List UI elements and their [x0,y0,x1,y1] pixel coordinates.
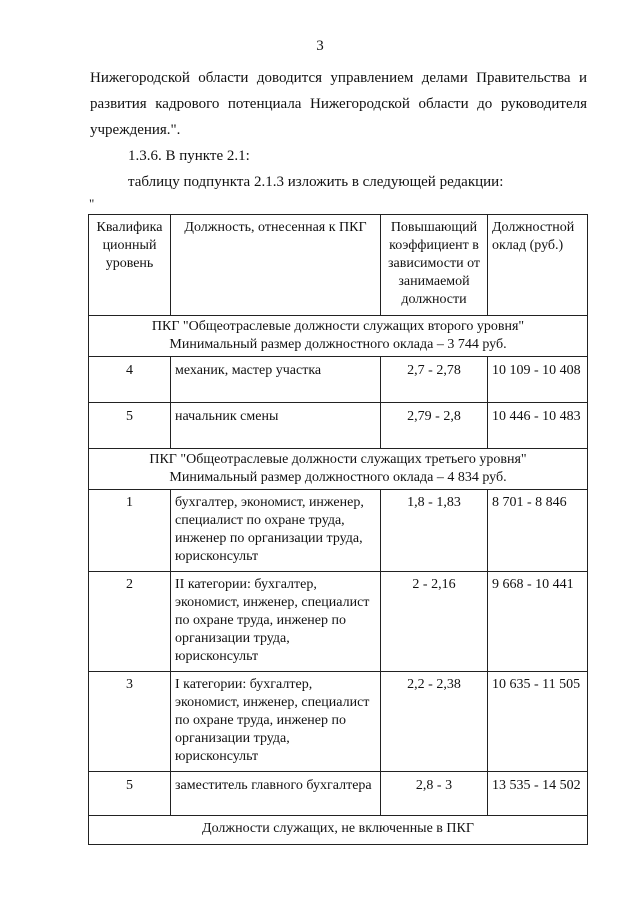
group-subtitle: Минимальный размер должностного оклада – 3 744 руб. [169,337,507,352]
table-row [89,403,588,449]
cell-level: 1 [89,490,171,572]
group-header-row [89,816,588,845]
table-row [89,572,588,672]
cell-coefficient: 2,8 - 3 [381,772,488,816]
header-coefficient: Повышающий коэффициент в зависимости от занимаемой должности [381,215,488,316]
group-header [89,316,588,357]
cell-coefficient: 2,2 - 2,38 [381,672,488,772]
cell-level: 3 [89,672,171,772]
cell-salary: 8 701 - 8 846 [488,490,588,572]
clause-heading: 1.3.6. В пункте 2.1: [128,148,250,164]
cell-position: II категории: бухгалтер, экономист, инженер, специалист по охране труда, инженер по организации труда, юрисконсульт [171,572,381,672]
cell-position: I категории: бухгалтер, экономист, инженер, специалист по охране труда, инженер по организации труда, юрисконсульт [171,672,381,772]
text-line: развития кадрового потенциала Нижегородской области до руководителя [90,96,587,112]
clause-instruction: таблицу подпункта 2.1.3 изложить в следующей редакции: [128,174,504,190]
group-header-row [89,316,588,357]
header-level: Квалифика ционный уровень [89,215,171,316]
text-line: учреждения.". [90,122,181,138]
text-line: Нижегородской области доводится управлением делами Правительства и [90,70,587,86]
cell-salary: 13 535 - 14 502 [488,772,588,816]
cell-level: 5 [89,772,171,816]
cell-coefficient: 1,8 - 1,83 [381,490,488,572]
cell-coefficient: 2,7 - 2,78 [381,357,488,403]
table-row [89,357,588,403]
cell-salary: 10 109 - 10 408 [488,357,588,403]
header-salary: Должностной оклад (руб.) [488,215,588,316]
table-header-row [89,215,588,316]
page-number: 3 [316,38,324,54]
cell-position: заместитель главного бухгалтера [171,772,381,816]
group-header-row [89,449,588,490]
cell-salary: 9 668 - 10 441 [488,572,588,672]
table-row [89,490,588,572]
table-row [89,772,588,816]
cell-level: 4 [89,357,171,403]
salary-table [88,214,588,845]
group-title: Должности служащих, не включенные в ПКГ [89,816,588,845]
group-subtitle: Минимальный размер должностного оклада – 4 834 руб. [169,470,507,485]
header-position: Должность, отнесенная к ПКГ [171,215,381,316]
cell-coefficient: 2 - 2,16 [381,572,488,672]
group-title: ПКГ "Общеотраслевые должности служащих второго уровня" [151,319,525,334]
cell-level: 5 [89,403,171,449]
cell-coefficient: 2,79 - 2,8 [381,403,488,449]
cell-salary: 10 635 - 11 505 [488,672,588,772]
cell-position: бухгалтер, экономист, инженер, специалист по охране труда, инженер по организации труда, юрисконсульт [171,490,381,572]
paragraph-continuation [90,65,587,143]
cell-level: 2 [89,572,171,672]
table-row [89,672,588,772]
group-title: ПКГ "Общеотраслевые должности служащих третьего уровня" [149,452,527,467]
group-header [89,449,588,490]
cell-position: механик, мастер участка [171,357,381,403]
cell-salary: 10 446 - 10 483 [488,403,588,449]
opening-quote: " [89,196,95,211]
cell-position: начальник смены [171,403,381,449]
